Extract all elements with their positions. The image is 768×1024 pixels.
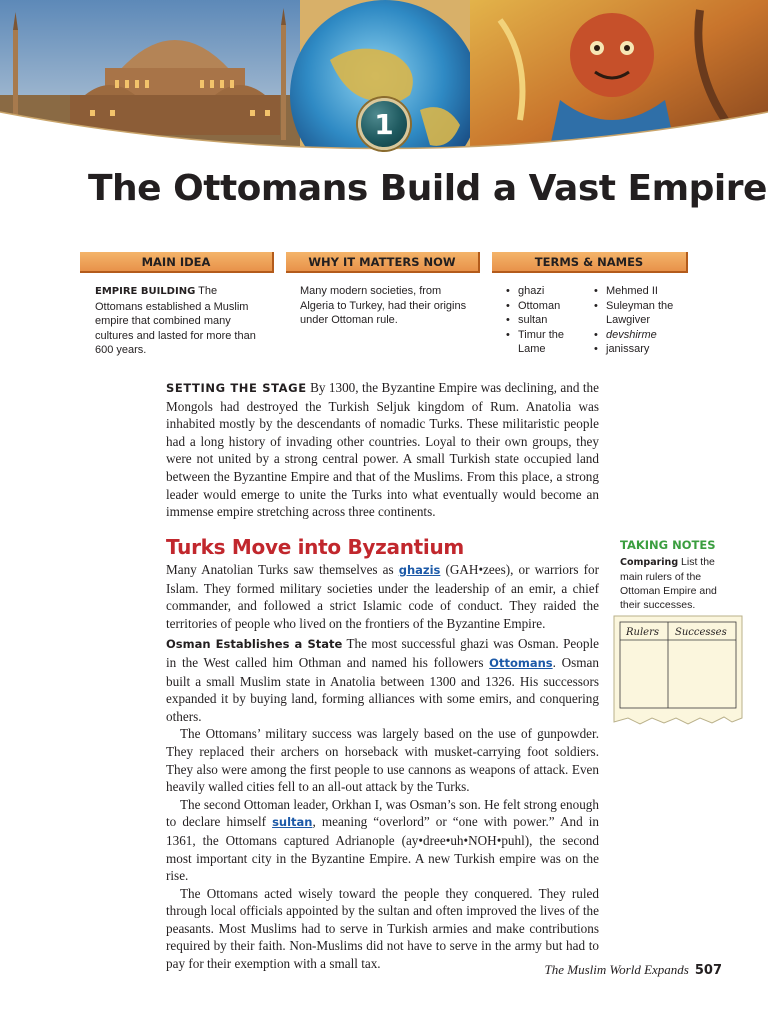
paragraph [166, 796, 599, 885]
term-item: • sultan [506, 313, 586, 328]
terms-list-col1 [506, 284, 586, 357]
term-link-sultan[interactable]: sultan [272, 815, 313, 830]
term-item: • Timur the Lame [506, 328, 586, 357]
paragraph-text: The most successful ghazi was Osman. People in the West called him Othman and named his followers [166, 636, 599, 670]
paragraph-text: Many Anatolian Turks saw themselves as [166, 562, 399, 577]
page-number: 507 [694, 963, 722, 978]
taking-notes-lead: Comparing [620, 557, 679, 568]
term-item: • janissary [594, 342, 690, 357]
why-it-matters-text: Many modern societies, from Algeria to Turkey, had their origins under Ottoman rule. [300, 285, 467, 326]
paragraph-text: The second Ottoman leader, Orkhan I, was Osman’s son. He felt strong enough to declare himself [166, 796, 599, 830]
why-it-matters-header: WHY IT MATTERS NOW [286, 252, 480, 273]
main-idea-body: The Ottomans established a Muslim empire that combined many cultures and lasted for more than 600 years. [95, 285, 256, 356]
paragraph-text: , meaning “overlord” or “one with power.” And in 1361, the Ottomans captured Adrianople (ay•dree•uh•NOH•puhl), the second most important city in the Byzantine Empire. A new Turkish empire was on the rise. [166, 814, 599, 884]
term-item: • ghazi [506, 284, 586, 299]
term-item-italic: devshirme [606, 328, 657, 341]
notes-chart [612, 614, 744, 732]
notes-col-successes: Successes [675, 627, 727, 638]
taking-notes-instructions [620, 555, 738, 612]
main-idea-header: MAIN IDEA [80, 252, 274, 273]
taking-notes-body: List the main rulers of the Ottoman Empire and their successes. [620, 556, 717, 611]
term-link-ghazis[interactable]: ghazis [398, 563, 441, 577]
paragraph [166, 635, 599, 725]
main-idea-lead: EMPIRE BUILDING [95, 286, 196, 297]
term-item [594, 328, 690, 343]
term-item: • Ottoman [506, 299, 586, 314]
setting-the-stage [166, 379, 599, 521]
paragraph: The Ottomans acted wisely toward the people they conquered. They ruled through local officials appointed by the sultan and often improved the lives of the peasants. Most Muslims had to serve in Turkish armies and make contributions required by their faith. Non-Muslims did not have to serve in the army but had to pay for their exemption with a small tax. [166, 885, 599, 972]
notes-col-rulers: Rulers [626, 627, 659, 638]
terms-list-col2 [594, 284, 690, 357]
taking-notes-heading: TAKING NOTES [620, 538, 716, 552]
setting-the-stage-lead: SETTING THE STAGE [166, 381, 307, 395]
paragraph-text: . Osman built a small Muslim state in Anatolia between 1300 and 1326. His successors expanded it by buying land, forming alliances with some emirs, and conquering others. [166, 654, 599, 724]
chapter-title: The Muslim World Expands [544, 962, 689, 977]
term-item: • Suleyman the Lawgiver [594, 299, 690, 328]
main-idea-text [95, 284, 267, 358]
lesson-number-badge: 1 [358, 98, 410, 150]
page-title: The Ottomans Build a Vast Empire [88, 168, 767, 209]
paragraph [166, 561, 599, 632]
terms-and-names-header: TERMS & NAMES [492, 252, 688, 273]
subheading-osman: Osman Establishes a State [166, 637, 343, 652]
setting-the-stage-text: By 1300, the Byzantine Empire was declining, and the Mongols had destroyed the Turkish Seljuk kingdom of Rum. Anatolia was inhabited mostly by the descendants of nomadic Turks. These militaristic people had a long history of invading other countries. Loyal to their own groups, they were not united by a strong central power. A small Turkish state occupied land between the Byzantine Empire and that of the Muslims. From this place, a strong leader would emerge to unite the Turks into what eventually would become an immense empire stretching across three continents. [166, 380, 599, 520]
page-footer [545, 962, 722, 978]
paragraph: The Ottomans’ military success was largely based on the use of gunpowder. They replaced their archers on horseback with musket-carrying foot soldiers. They also were among the first people to use cannons as weapons of attack. Even heavily walled cities fell to an all-out attack by the Turks. [166, 726, 599, 795]
paragraph-text: (GAH•zees), or warriors for Islam. They formed military societies under the leadership of an emir, a chief commander, and followed a strict Islamic code of conduct. They raided the territories of people who lived on the frontiers of the Byzantine Empire. [166, 562, 599, 631]
section-heading: Turks Move into Byzantium [166, 535, 464, 559]
term-link-ottomans[interactable]: Ottomans [489, 655, 553, 670]
section-body [166, 561, 599, 973]
term-item: • Mehmed II [594, 284, 690, 299]
